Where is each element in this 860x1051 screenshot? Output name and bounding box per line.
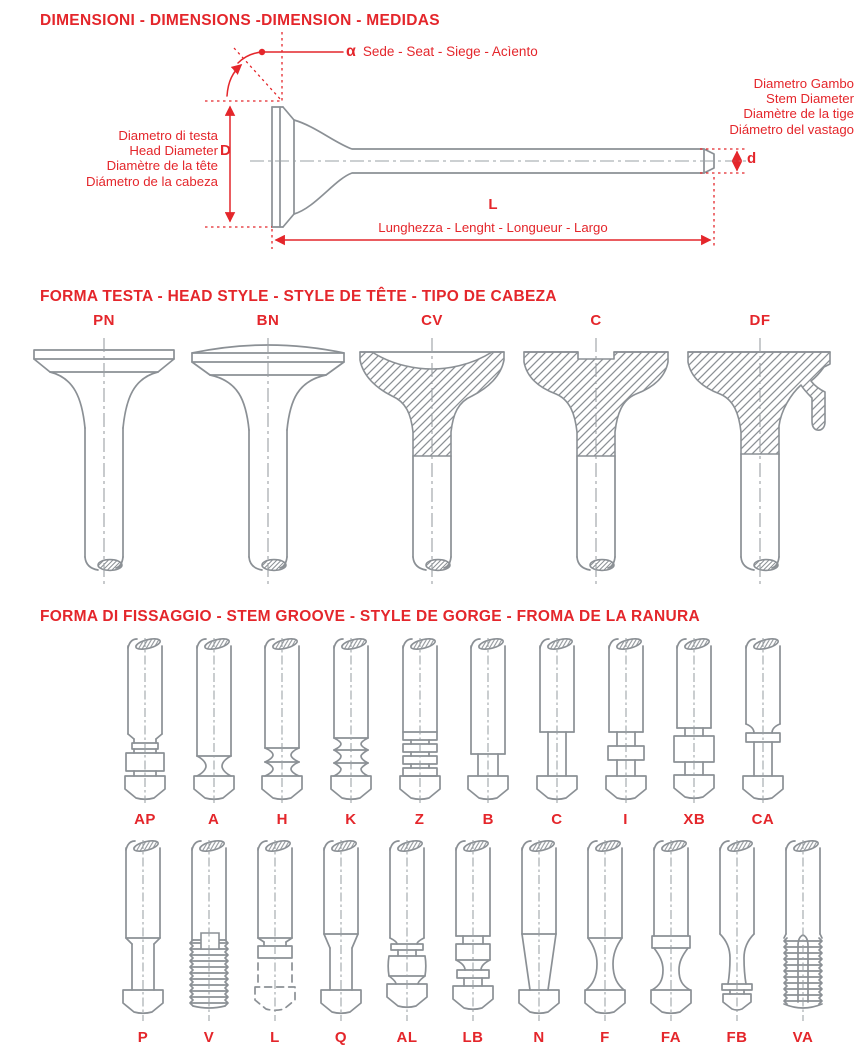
stem-groove-code: Q <box>334 1029 348 1046</box>
stem-groove-p-drawing <box>110 838 176 1024</box>
stem-groove-al-drawing <box>374 838 440 1024</box>
stem-groove-a <box>181 636 247 828</box>
section-title-head-style: FORMA TESTA - HEAD STYLE - STYLE DE TÊTE - TIPO DE CABEZA <box>40 288 557 305</box>
head-style-code: C <box>590 312 602 329</box>
stem-groove-z-drawing <box>387 636 453 806</box>
stem-groove-code: P <box>137 1029 149 1046</box>
alpha-symbol: α <box>346 43 356 60</box>
stem-groove-lb-drawing <box>440 838 506 1024</box>
head-style-bn-drawing <box>186 336 350 592</box>
stem-groove-code: LB <box>462 1029 484 1046</box>
stem-groove-f-drawing <box>572 838 638 1024</box>
stem-groove-n <box>506 838 572 1046</box>
stem-groove-c-drawing <box>524 636 590 806</box>
stem-groove-a-drawing <box>181 636 247 806</box>
stem-groove-code: C <box>551 811 563 828</box>
head-style-row <box>22 312 842 592</box>
length-symbol: L <box>488 196 498 213</box>
stem-groove-code: B <box>482 811 494 828</box>
stem-groove-code: N <box>533 1029 545 1046</box>
head-style-c <box>514 312 678 592</box>
head-style-df-drawing <box>678 336 842 592</box>
stem-groove-lb <box>440 838 506 1046</box>
stem-diameter-line-1: Diametro Gambo <box>753 76 854 91</box>
stem-groove-f <box>572 838 638 1046</box>
head-style-pn-drawing <box>22 336 186 592</box>
head-style-df <box>678 312 842 592</box>
stem-groove-code: K <box>345 811 357 828</box>
stem-groove-i-drawing <box>593 636 659 806</box>
stem-groove-ap <box>112 636 178 828</box>
head-style-code: DF <box>749 312 771 329</box>
stem-groove-n-drawing <box>506 838 572 1024</box>
stem-groove-xb-drawing <box>661 636 727 806</box>
stem-groove-code: I <box>623 811 628 828</box>
stem-groove-code: F <box>600 1029 610 1046</box>
stem-groove-code: XB <box>683 811 706 828</box>
stem-diameter-line-3: Diamètre de la tige <box>743 106 854 122</box>
stem-groove-code: FB <box>726 1029 748 1046</box>
stem-groove-p <box>110 838 176 1046</box>
stem-groove-v-drawing <box>176 838 242 1024</box>
stem-groove-k-drawing <box>318 636 384 806</box>
stem-groove-code: H <box>276 811 288 828</box>
length-label: Lunghezza - Lenght - Longueur - Largo <box>378 220 608 235</box>
head-style-code: PN <box>93 312 115 329</box>
stem-groove-va <box>770 838 836 1046</box>
stem-groove-code: A <box>207 811 220 828</box>
stem-groove-code: AP <box>134 811 156 828</box>
stem-groove-l <box>242 838 308 1046</box>
head-diameter-line-4: Diámetro de la cabeza <box>86 173 218 189</box>
stem-groove-code: Z <box>414 811 425 828</box>
section-title-dimensions: DIMENSIONI - DIMENSIONS -DIMENSION - MEDIDAS <box>40 12 440 29</box>
stem-groove-q <box>308 838 374 1046</box>
stem-groove-row-1 <box>112 636 796 828</box>
head-style-cv <box>350 312 514 592</box>
stem-groove-code: FA <box>660 1029 682 1046</box>
stem-groove-b <box>455 636 521 828</box>
head-diameter-line-2: Head Diameter <box>129 143 218 159</box>
stem-groove-code: VA <box>792 1029 814 1046</box>
stem-groove-i <box>593 636 659 828</box>
stem-groove-c <box>524 636 590 828</box>
stem-groove-code: CA <box>751 811 775 828</box>
stem-groove-z <box>387 636 453 828</box>
head-style-code: CV <box>421 312 443 329</box>
head-diameter-symbol: D <box>220 142 231 159</box>
stem-groove-fb-drawing <box>704 838 770 1024</box>
stem-diameter-line-4: Diámetro del vastago <box>729 121 854 137</box>
stem-groove-q-drawing <box>308 838 374 1024</box>
stem-groove-v <box>176 838 242 1046</box>
stem-groove-ca-drawing <box>730 636 796 806</box>
stem-groove-code: L <box>270 1029 280 1046</box>
head-diameter-line-1: Diametro di testa <box>118 128 218 143</box>
stem-groove-code: V <box>203 1029 215 1046</box>
head-style-bn <box>186 312 350 592</box>
stem-groove-al <box>374 838 440 1046</box>
head-diameter-line-3: Diamètre de la tête <box>106 158 218 174</box>
stem-groove-fb <box>704 838 770 1046</box>
head-style-code: BN <box>256 312 280 329</box>
stem-groove-ca <box>730 636 796 828</box>
stem-diameter-line-2: Stem Diameter <box>766 91 854 107</box>
stem-groove-row-2 <box>110 838 836 1046</box>
head-style-pn <box>22 312 186 592</box>
head-style-c-drawing <box>514 336 678 592</box>
stem-groove-code: AL <box>396 1029 418 1046</box>
stem-groove-fa <box>638 838 704 1046</box>
stem-groove-va-drawing <box>770 838 836 1024</box>
stem-groove-h-drawing <box>249 636 315 806</box>
head-diameter-label <box>0 128 218 189</box>
stem-groove-fa-drawing <box>638 838 704 1024</box>
head-style-cv-drawing <box>350 336 514 592</box>
stem-groove-h <box>249 636 315 828</box>
section-title-stem-groove: FORMA DI FISSAGGIO - STEM GROOVE - STYLE DE GORGE - FROMA DE LA RANURA <box>40 608 700 625</box>
stem-groove-ap-drawing <box>112 636 178 806</box>
stem-diameter-symbol: d <box>747 150 757 167</box>
stem-groove-xb <box>661 636 727 828</box>
stem-diameter-label <box>729 76 854 137</box>
stem-groove-l-drawing <box>242 838 308 1024</box>
seat-label-text: Sede - Seat - Siege - Acìento <box>362 44 538 59</box>
seat-angle-label <box>346 43 538 61</box>
stem-groove-k <box>318 636 384 828</box>
stem-groove-b-drawing <box>455 636 521 806</box>
